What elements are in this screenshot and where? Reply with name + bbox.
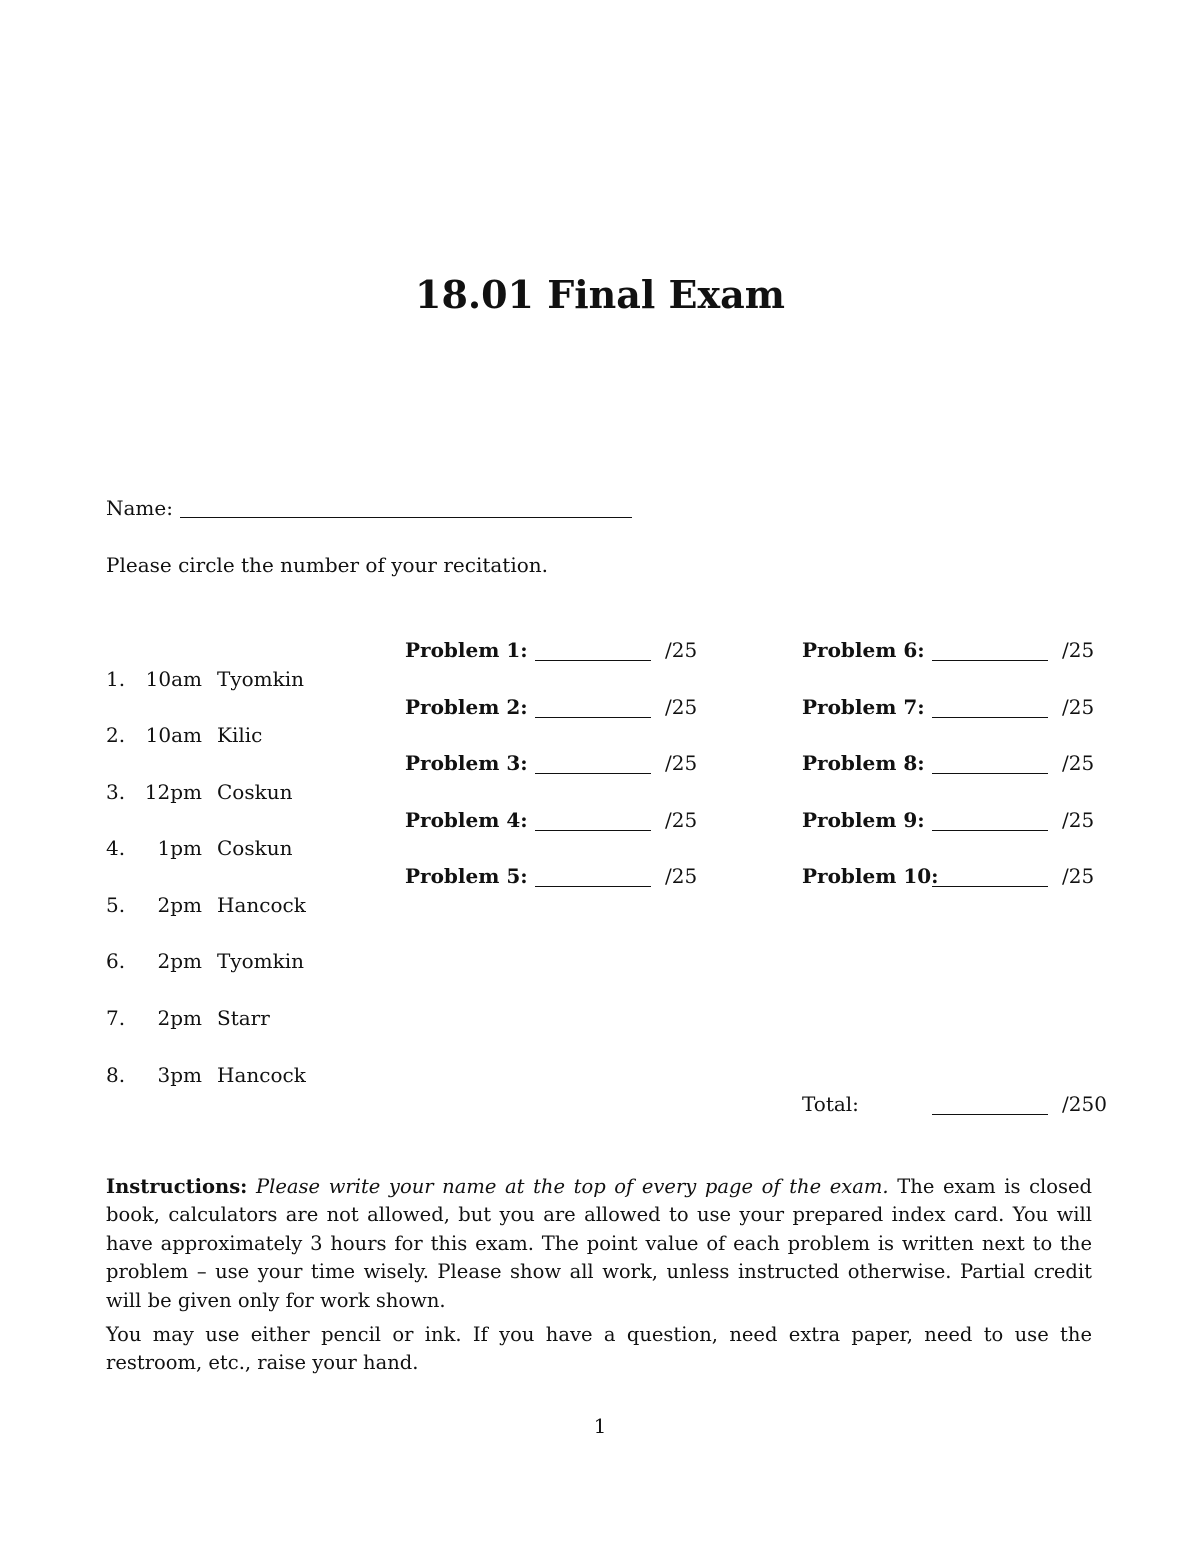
score-blank[interactable] bbox=[932, 660, 1048, 661]
instructions-body: The exam is closed book, calculators are not allowed, but you are allowed to use your prepared index card. You will have approximately 3 hours for this exam. The point value of each problem is written next to the problem – use your time wisely. Please show all work, unless instructed otherwise. Partial credit will be given only for work shown. bbox=[106, 1175, 1093, 1312]
instructions-paragraph bbox=[106, 1173, 1092, 1315]
score-blank[interactable] bbox=[932, 830, 1048, 831]
problem-label: Problem 7: bbox=[802, 695, 925, 719]
recitation-instructor: Tyomkin bbox=[217, 667, 305, 691]
problem-label: Problem 8: bbox=[802, 751, 925, 775]
instructions-emphasis: Please write your name at the top of every page of the exam. bbox=[256, 1175, 889, 1198]
score-blank[interactable] bbox=[932, 717, 1048, 718]
problem-max-points: /25 bbox=[665, 864, 698, 888]
recitation-number: 4. bbox=[106, 836, 126, 860]
problem-max-points: /25 bbox=[1062, 864, 1095, 888]
score-blank[interactable] bbox=[535, 717, 651, 718]
score-blank[interactable] bbox=[932, 773, 1048, 774]
problem-max-points: /25 bbox=[665, 808, 698, 832]
name-label: Name: bbox=[106, 496, 173, 520]
recitation-number: 1. bbox=[106, 667, 126, 691]
problem-label: Problem 1: bbox=[405, 638, 528, 662]
recitation-instructor: Starr bbox=[217, 1006, 270, 1030]
recitation-number: 3. bbox=[106, 780, 126, 804]
recitation-time: 10am bbox=[145, 723, 202, 747]
total-label: Total: bbox=[802, 1092, 859, 1116]
recitation-instructor: Kilic bbox=[217, 723, 263, 747]
problem-label: Problem 5: bbox=[405, 864, 528, 888]
score-blank[interactable] bbox=[932, 886, 1048, 887]
problem-label: Problem 4: bbox=[405, 808, 528, 832]
problem-max-points: /25 bbox=[1062, 638, 1095, 662]
recitation-number: 5. bbox=[106, 893, 126, 917]
recitation-time: 10am bbox=[145, 667, 202, 691]
recitation-instructor: Hancock bbox=[217, 1063, 306, 1087]
problem-label: Problem 10: bbox=[802, 864, 939, 888]
recitation-number: 8. bbox=[106, 1063, 126, 1087]
problem-max-points: /25 bbox=[665, 695, 698, 719]
recitation-instruction: Please circle the number of your recitation. bbox=[106, 553, 549, 577]
problem-max-points: /25 bbox=[665, 751, 698, 775]
total-max-points: /250 bbox=[1062, 1092, 1107, 1116]
instructions-block bbox=[106, 1173, 1092, 1384]
recitation-time: 2pm bbox=[157, 893, 202, 917]
problem-label: Problem 2: bbox=[405, 695, 528, 719]
recitation-number: 2. bbox=[106, 723, 126, 747]
score-blank[interactable] bbox=[535, 886, 651, 887]
recitation-instructor: Hancock bbox=[217, 893, 306, 917]
page-title: 18.01 Final Exam bbox=[415, 272, 785, 317]
problem-label: Problem 3: bbox=[405, 751, 528, 775]
name-blank[interactable] bbox=[180, 517, 632, 518]
problem-max-points: /25 bbox=[665, 638, 698, 662]
recitation-instructor: Tyomkin bbox=[217, 949, 305, 973]
score-blank[interactable] bbox=[535, 830, 651, 831]
problem-label: Problem 6: bbox=[802, 638, 925, 662]
instructions-paragraph-2: You may use either pencil or ink. If you have a question, need extra paper, need to use the restroom, etc., raise your hand. bbox=[106, 1323, 1092, 1375]
recitation-instructor: Coskun bbox=[217, 836, 293, 860]
score-blank[interactable] bbox=[535, 773, 651, 774]
problem-max-points: /25 bbox=[1062, 751, 1095, 775]
problem-max-points: /25 bbox=[1062, 695, 1095, 719]
recitation-number: 7. bbox=[106, 1006, 126, 1030]
page-number: 1 bbox=[593, 1414, 607, 1438]
recitation-number: 6. bbox=[106, 949, 126, 973]
score-blank[interactable] bbox=[535, 660, 651, 661]
recitation-time: 2pm bbox=[157, 1006, 202, 1030]
problem-label: Problem 9: bbox=[802, 808, 925, 832]
recitation-time: 3pm bbox=[157, 1063, 202, 1087]
instructions-heading: Instructions: bbox=[106, 1175, 248, 1198]
total-score-blank[interactable] bbox=[932, 1114, 1048, 1115]
recitation-time: 1pm bbox=[157, 836, 202, 860]
recitation-time: 2pm bbox=[157, 949, 202, 973]
problem-max-points: /25 bbox=[1062, 808, 1095, 832]
recitation-instructor: Coskun bbox=[217, 780, 293, 804]
recitation-time: 12pm bbox=[144, 780, 202, 804]
